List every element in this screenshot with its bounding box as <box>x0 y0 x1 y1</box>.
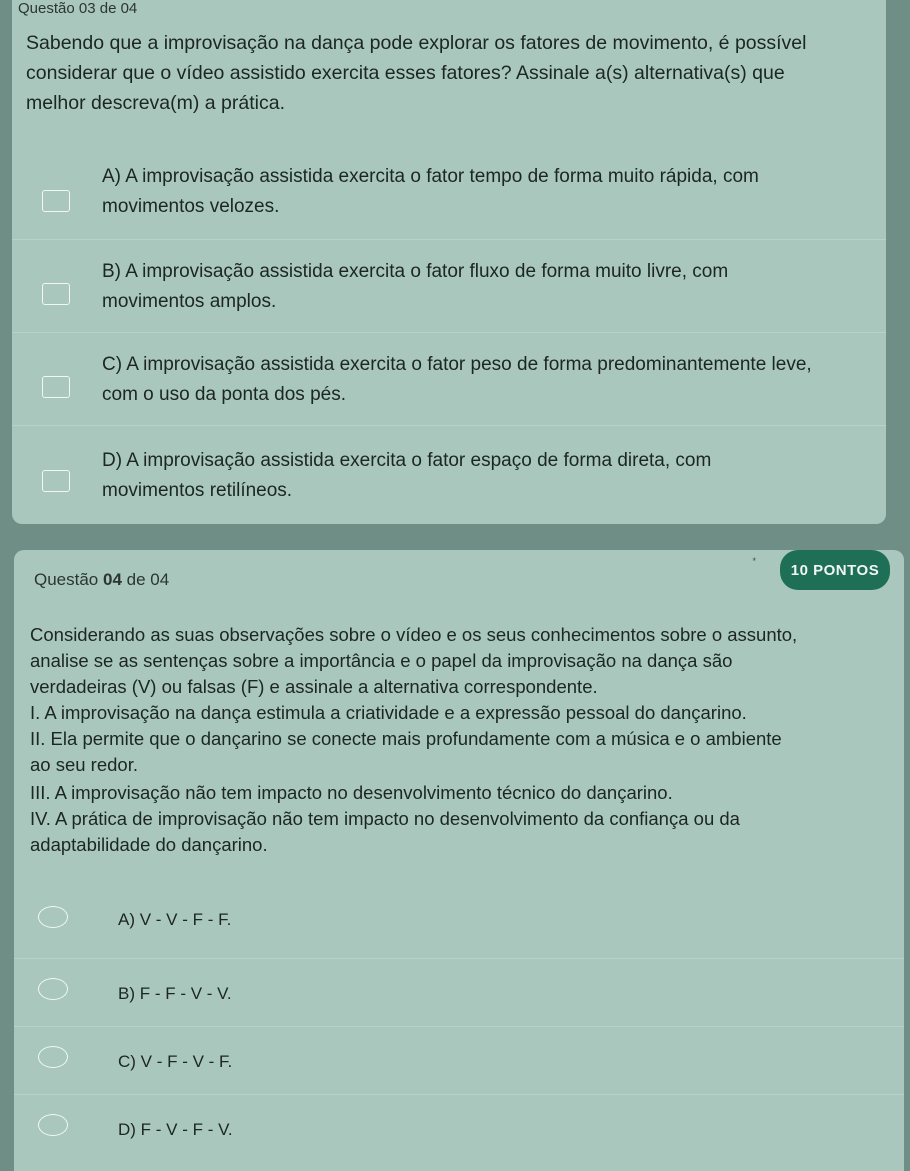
option-d-label: D) F - V - F - V. <box>118 1120 233 1139</box>
statement-1: I. A improvisação na dança estimula a criatividade e a expressão pessoal do dançarino. <box>30 702 747 723</box>
question-03-option-a[interactable] <box>12 152 886 232</box>
option-divider <box>14 958 904 959</box>
option-d-radio[interactable] <box>38 1114 68 1136</box>
option-a-checkbox[interactable] <box>42 190 70 212</box>
option-b-checkbox[interactable] <box>42 283 70 305</box>
question-04-option-b[interactable] <box>14 964 904 1020</box>
statement-2-line-1: II. Ela permite que o dançarino se conecte mais profundamente com a música e o ambiente <box>30 728 782 749</box>
option-c-text-line-2: com o uso da ponta dos pés. <box>102 384 346 405</box>
question-04-header <box>34 570 169 590</box>
option-c-radio[interactable] <box>38 1046 68 1068</box>
question-04-text-line-1: Considerando as suas observações sobre o vídeo e os seus conhecimentos sobre o assunto, <box>30 624 798 645</box>
statement-3: III. A improvisação não tem impacto no desenvolvimento técnico do dançarino. <box>30 782 673 803</box>
question-04-header-suffix: de 04 <box>121 570 170 589</box>
question-04-text-line-2: analise se as sentenças sobre a importância e o papel da improvisação na dança são <box>30 650 733 671</box>
option-divider <box>14 1094 904 1095</box>
option-c-label: C) V - F - V - F. <box>118 1052 233 1071</box>
option-divider <box>12 239 886 240</box>
question-04-header-number: 04 <box>103 570 122 589</box>
option-b-text-line-1: B) A improvisação assistida exercita o fator fluxo de forma muito livre, com <box>102 261 729 282</box>
question-03-header: Questão 03 de 04 <box>18 0 138 17</box>
option-divider <box>12 425 886 426</box>
option-c-text-line-1: C) A improvisação assistida exercita o fator peso de forma predominantemente leve, <box>102 354 812 375</box>
option-d-checkbox[interactable] <box>42 470 70 492</box>
question-03-card <box>12 0 886 524</box>
option-c-checkbox[interactable] <box>42 376 70 398</box>
question-03-text-line-1: Sabendo que a improvisação na dança pode explorar os fatores de movimento, é possível <box>26 32 807 54</box>
option-divider <box>14 1026 904 1027</box>
question-04-option-c[interactable] <box>14 1032 904 1088</box>
option-d-text-line-1: D) A improvisação assistida exercita o fator espaço de forma direta, com <box>102 450 712 471</box>
question-04-option-d[interactable] <box>14 1100 904 1156</box>
question-03-option-d[interactable] <box>12 432 886 512</box>
statement-2-line-2: ao seu redor. <box>30 754 138 775</box>
option-b-label: B) F - F - V - V. <box>118 984 232 1003</box>
question-04-card <box>14 550 904 1171</box>
question-04-header-prefix: Questão <box>34 570 103 589</box>
option-divider <box>12 332 886 333</box>
statement-4-line-1: IV. A prática de improvisação não tem impacto no desenvolvimento da confiança ou da <box>30 808 740 829</box>
question-04-text-line-3: verdadeiras (V) ou falsas (F) e assinale a alternativa correspondente. <box>30 676 598 697</box>
option-a-text-line-2: movimentos velozes. <box>102 196 280 217</box>
star-icon: * <box>752 556 756 566</box>
question-03-option-c[interactable] <box>12 340 886 420</box>
question-04-option-a[interactable] <box>14 890 904 946</box>
option-b-radio[interactable] <box>38 978 68 1000</box>
points-badge: 10 PONTOS <box>780 550 890 590</box>
option-a-radio[interactable] <box>38 906 68 928</box>
question-03-option-b[interactable] <box>12 247 886 327</box>
option-a-text-line-1: A) A improvisação assistida exercita o fator tempo de forma muito rápida, com <box>102 166 759 187</box>
statement-4-line-2: adaptabilidade do dançarino. <box>30 834 268 855</box>
option-d-text-line-2: movimentos retilíneos. <box>102 480 293 501</box>
question-03-text-line-3: melhor descreva(m) a prática. <box>26 92 286 114</box>
option-a-label: A) V - V - F - F. <box>118 910 232 929</box>
question-03-text-line-2: considerar que o vídeo assistido exercita esses fatores? Assinale a(s) alternativa(s) que <box>26 62 785 84</box>
option-b-text-line-2: movimentos amplos. <box>102 291 277 312</box>
